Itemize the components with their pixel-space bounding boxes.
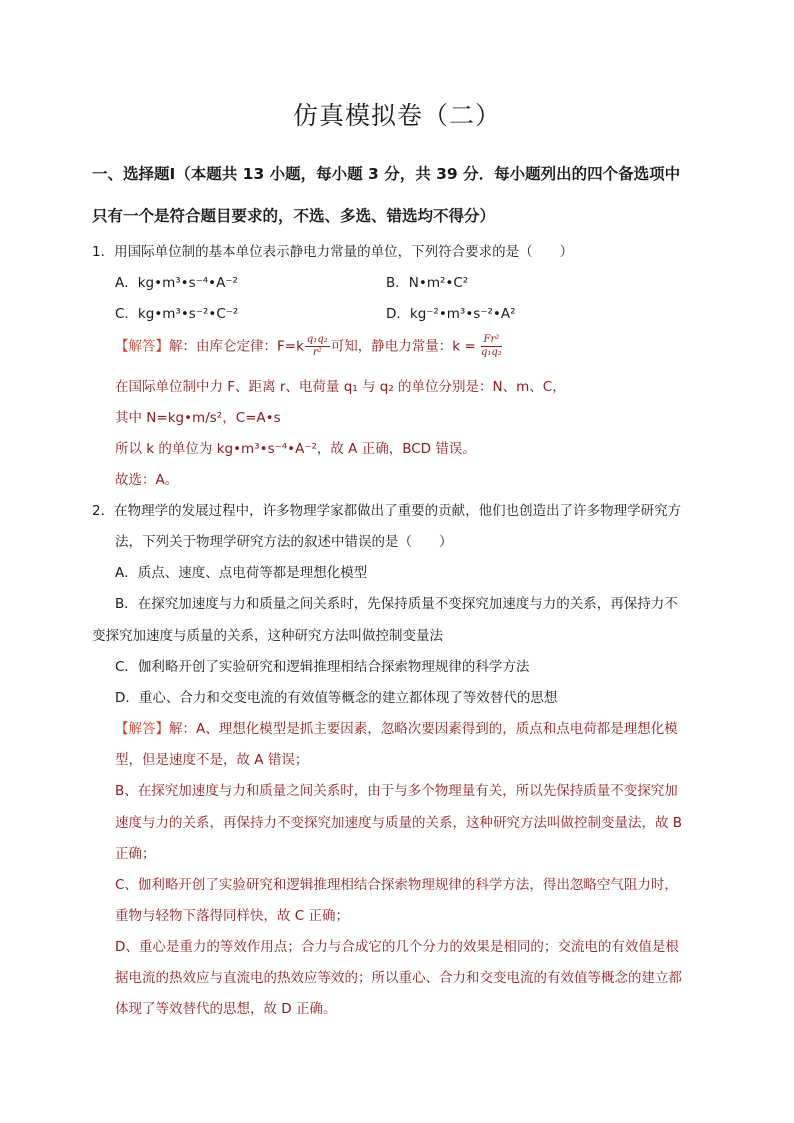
q2-stem-line1: 2．在物理学的发展过程中，许多物理学家都做出了重要的贡献，他们也创造出了许多物理学研究方 xyxy=(92,503,682,519)
q1-answer-line1 xyxy=(115,334,503,359)
page-title: 仿真模拟卷（二） xyxy=(292,101,501,130)
q2-answer-line8: D、重心是重力的等效作用点；合力与合成它的几个分力的效果是相同的；交流电的有效值是根 xyxy=(115,939,679,955)
q1-answer-line4: 所以 k 的单位为 kg•m³•s⁻⁴•A⁻²，故 A 正确，BCD 错误。 xyxy=(115,441,476,457)
q1-fraction-2 xyxy=(481,334,502,359)
q1-option-d: D．kg⁻²•m³•s⁻²•A² xyxy=(386,306,516,322)
q2-option-d: D．重心、合力和交变电流的有效值等概念的建立都体现了等效替代的思想 xyxy=(115,690,558,706)
q2-answer-line10: 体现了等效替代的思想，故 D 正确。 xyxy=(115,1001,337,1017)
q1-option-b: B．N•m²•C² xyxy=(386,275,469,291)
q2-answer-line2: 型，但是速度不是，故 A 错误； xyxy=(115,752,309,768)
q1-answer-tag: 【解答】 xyxy=(115,338,169,355)
q2-stem-line2: 法，下列关于物理学研究方法的叙述中错误的是（ ） xyxy=(115,534,453,550)
q1-answer-line3: 其中 N=kg•m/s²，C=A•s xyxy=(115,410,281,426)
q2-option-b-line2: 变探究加速度与质量的关系，这种研究方法叫做控制变量法 xyxy=(92,628,443,644)
q2-answer-line4: 速度与力的关系，再保持力不变探究加速度与质量的关系，这种研究方法叫做控制变量法，故 B xyxy=(115,815,683,831)
q1-fraction-1 xyxy=(305,334,330,359)
section-heading-line2: 只有一个是符合题目要求的，不选、多选、错选均不得分） xyxy=(92,207,496,225)
q2-answer-line9: 据电流的热效应与直流电的热效应等效的；所以重心、合力和交变电流的有效值等概念的建立都 xyxy=(115,970,682,986)
q1-fraction-2-numerator: Fr² xyxy=(481,334,502,347)
q1-fraction-1-numerator: q₁q₂ xyxy=(306,334,328,345)
q2-option-c: C．伽利略开创了实验研究和逻辑推理相结合探索物理规律的科学方法 xyxy=(115,659,530,675)
q1-option-a: A．kg•m³•s⁻⁴•A⁻² xyxy=(115,275,238,291)
q1-answer-line5: 故选：A。 xyxy=(115,472,179,488)
q1-answer-constant: 可知，静电力常量：k = xyxy=(330,338,476,355)
q1-option-c: C．kg•m³•s⁻²•C⁻² xyxy=(115,306,239,322)
q1-stem: 1．用国际单位制的基本单位表示静电力常量的单位，下列符合要求的是（ ） xyxy=(92,244,574,260)
q2-option-b-line1: B．在探究加速度与力和质量之间关系时，先保持质量不变探究加速度与力的关系，再保持力不 xyxy=(115,596,678,612)
section-heading-line1: 一、选择题Ⅰ（本题共 13 小题，每小题 3 分，共 39 分．每小题列出的四个备选项中 xyxy=(92,165,681,183)
q2-answer-line3: B、在探究加速度与力和质量之间关系时，由于与多个物理量有关，所以先保持质量不变探究加 xyxy=(115,783,678,799)
q2-answer-line7: 重物与轻物下落得同样快，故 C 正确； xyxy=(115,908,350,924)
q1-fraction-2-denominator: q₁q₂ xyxy=(480,347,502,358)
q1-fraction-1-denominator: r² xyxy=(312,347,322,358)
q2-answer-line1 xyxy=(115,717,678,737)
q1-answer-coulomb: 解：由库仑定律：F=k xyxy=(169,338,304,355)
q2-answer-text-1: 解：A、理想化模型是抓主要因素，忽略次要因素得到的，质点和点电荷都是理想化模 xyxy=(169,721,678,737)
q2-answer-line6: C、伽利略开创了实验研究和逻辑推理相结合探索物理规律的科学方法，得出忽略空气阻力时， xyxy=(115,877,678,893)
q1-answer-line2: 在国际单位制中力 F、距离 r、电荷量 q₁ 与 q₂ 的单位分别是：N、m、C， xyxy=(115,379,566,395)
q2-option-a: A．质点、速度、点电荷等都是理想化模型 xyxy=(115,565,368,581)
q2-answer-line5: 正确； xyxy=(115,846,156,862)
q2-answer-tag: 【解答】 xyxy=(115,721,169,737)
